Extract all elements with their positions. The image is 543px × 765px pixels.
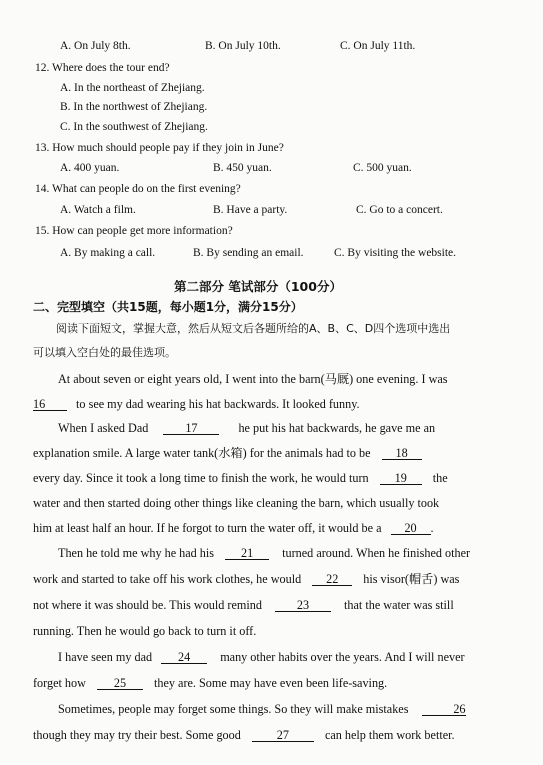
p3-line-4: running. Then he would go back to turn it off. (33, 624, 257, 638)
blank-21: 21 (225, 547, 269, 560)
q15-question: 15. How can people get more information? (35, 225, 233, 237)
q14-question: 14. What can people do on the first evening? (35, 183, 241, 195)
blank-26: 26 (422, 703, 466, 716)
p1-line-2 (33, 397, 360, 411)
p2-line-5-text: him at least half an hour. If he forgot to turn the water off, it would be a (33, 521, 382, 535)
p3-line-2 (33, 572, 459, 586)
p5-line-2 (33, 728, 455, 742)
p2-line-1-text-a: When I asked Dad (58, 421, 149, 435)
p2-line-1 (58, 421, 435, 435)
p2-line-3 (33, 471, 448, 485)
p2-line-4: water and then started doing other things like cleaning the barn, which usually took (33, 496, 440, 510)
blank-17: 17 (163, 422, 219, 435)
q15-option-a: A. By making a call. (60, 247, 156, 259)
p2-line-1-text-b: he put his hat backwards, he gave me an (238, 421, 436, 435)
p4-line-1 (58, 650, 465, 664)
p1-line-1: At about seven or eight years old, I went into the barn(马厩) one evening. I was (58, 372, 448, 386)
q14-option-c: C. Go to a concert. (356, 204, 443, 216)
q14-option-a: A. Watch a film. (60, 204, 136, 216)
q13-question: 13. How much should people pay if they join in June? (35, 142, 284, 154)
p4-line-2-text-b: they are. Some may have even been life-saving. (154, 676, 388, 690)
q13-option-a: A. 400 yuan. (60, 162, 120, 174)
q12-option-c: C. In the southwest of Zhejiang. (60, 121, 208, 133)
q15-option-b: B. By sending an email. (193, 247, 304, 259)
p2-line-3-text-a: every day. Since it took a long time to finish the work, he would turn (33, 471, 369, 485)
p4-line-1-text-a: I have seen my dad (58, 650, 153, 664)
p3-line-1-text-a: Then he told me why he had his (58, 546, 215, 560)
p1-line-2-text: to see my dad wearing his hat backwards. It looked funny. (76, 397, 360, 411)
q12-question: 12. Where does the tour end? (35, 62, 170, 74)
q13-option-b: B. 450 yuan. (213, 162, 272, 174)
instructions-line-2: 可以填入空白处的最佳选项。 (33, 346, 176, 359)
blank-27: 27 (252, 729, 314, 742)
q11-option-c: C. On July 11th. (340, 40, 416, 52)
blank-23: 23 (275, 599, 331, 612)
q13-option-c: C. 500 yuan. (353, 162, 412, 174)
p3-line-1 (58, 546, 470, 560)
p2-line-2 (33, 446, 422, 460)
p3-line-3-text-a: not where it was should be. This would remind (33, 598, 262, 612)
q12-option-b: B. In the northwest of Zhejiang. (60, 101, 208, 113)
p3-line-1-text-b: turned around. When he finished other (282, 546, 471, 560)
p2-line-5 (33, 521, 434, 535)
blank-18: 18 (382, 447, 422, 460)
blank-19: 19 (380, 472, 422, 485)
p5-line-1 (58, 702, 466, 716)
q14-option-b: B. Have a party. (213, 204, 288, 216)
p2-line-5-period: . (430, 521, 434, 535)
instructions-line-1: 阅读下面短文，掌握大意，然后从短文后各题所给的A、B、C、D四个选项中选出 (56, 322, 451, 335)
q11-option-a: A. On July 8th. (60, 40, 131, 52)
p5-line-1-text: Sometimes, people may forget some things. So they will make mistakes (58, 702, 409, 716)
q12-option-a: A. In the northeast of Zhejiang. (60, 82, 205, 94)
blank-24: 24 (161, 651, 207, 664)
p5-line-2-text-b: can help them work better. (324, 728, 455, 742)
p2-line-3-text-b: the (432, 471, 448, 485)
p2-line-2-text: explanation smile. A large water tank(水箱) for the animals had to be (33, 446, 371, 460)
q11-option-b: B. On July 10th. (205, 40, 281, 52)
p3-line-2-text-b: his visor(帽舌) was (363, 572, 460, 586)
p5-line-2-text-a: though they may try their best. Some good (33, 728, 241, 742)
blank-22: 22 (312, 573, 352, 586)
p4-line-2-text-a: forget how (33, 676, 86, 690)
q15-option-c: C. By visiting the website. (334, 247, 457, 259)
blank-16: 16 (33, 398, 67, 411)
p3-line-2-text-a: work and started to take off his work clothes, he would (33, 572, 302, 586)
p3-line-3 (33, 598, 454, 612)
blank-20: 20 (391, 522, 431, 535)
p4-line-2 (33, 676, 387, 690)
p3-line-3-text-b: that the water was still (344, 598, 454, 612)
cloze-title: 二、完型填空（共15题，每小题1分，满分15分） (33, 300, 303, 314)
section-title: 第二部分 笔试部分（100分） (174, 279, 342, 294)
p4-line-1-text-b: many other habits over the years. And I will never (220, 650, 465, 664)
blank-25: 25 (97, 677, 143, 690)
